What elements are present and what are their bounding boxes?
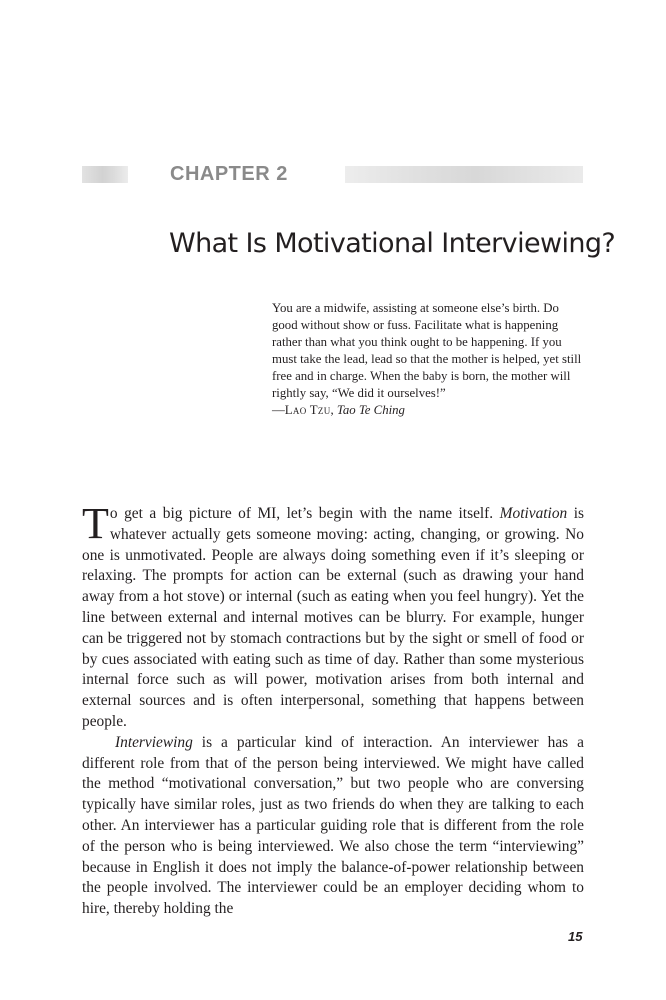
page-number: 15 [568,929,583,944]
epigraph [272,300,587,419]
term-interviewing: Interviewing [115,733,193,751]
term-motivation: Motivation [499,505,568,522]
drop-cap: T [82,499,109,548]
attribution-separator: , [330,403,337,417]
chapter-title: What Is Motivational Interviewing? [169,228,616,259]
epigraph-quote: You are a midwife, assisting at someone else’s birth. Do good without show or fuss. Facilitate what is happening rather than what you think ought to be happening. If you must take the lead, lead so that the mother is helped, yet still free and in charge. When the baby is born, the mother will rightly say, “We did it ourselves!” [272,301,582,400]
chapter-label: CHAPTER 2 [170,163,288,185]
attribution-author: Lao Tzu [284,403,331,417]
chapter-decor-block [82,166,128,183]
paragraph-1-text-b: is whatever actually gets someone moving: acting, changing, or growing. No one is unmotivated. People are always doing something even if it’s sleeping or relaxing. The prompts for action can be external (such as drawing your hand away from a hot stove) or internal (such as eating when you feel hungry). Yet the line between external and internal motives can be blurry. For example, hunger can be triggered not by stomach contractions but by the sight or smell of food or by cues associated with eating such as time of day. Rather than some mysterious internal force such as will power, motivation arises from both internal and external sources and is often interpersonal, something that happens between people. [82,505,584,730]
body-text [82,499,584,920]
attribution-work: Tao Te Ching [336,403,405,417]
attribution-dash: — [272,403,285,417]
chapter-decor-bar [345,166,583,183]
paragraph-1-text-a: o get a big picture of MI, let’s begin with the name itself. [109,505,500,522]
epigraph-attribution [272,402,587,419]
paragraph-1 [82,499,584,733]
paragraph-2-text: is a particular kind of interaction. An interviewer has a different role from that of the person being interviewed. We might have called the method “motivational conversation,” but two people who are conversing typically have similar roles, just as two friends do when they are talking to each other. An interviewer has a particular guiding role that is different from the role of the person who is being interviewed. We also chose the term “interviewing” because in English it does not imply the balance-of-power relationship between the people involved. The interviewer could be an employer deciding whom to hire, thereby holding the [82,733,584,918]
paragraph-2 [82,733,584,920]
